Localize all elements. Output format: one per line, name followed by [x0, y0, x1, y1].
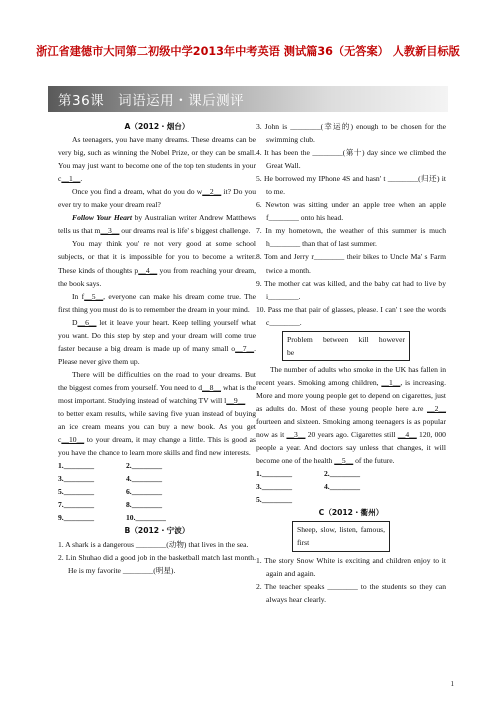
answer-blank[interactable]: 2.________ [324, 469, 361, 479]
paragraph: Follow Your Heart by Australian writer Andrew Matthews tells us that m__3__ our dreams real is life' s biggest challenge. [58, 213, 257, 236]
answer-blank[interactable]: 1.________ [256, 469, 293, 479]
paragraph: The number of adults who smoke in the UK has fallen in recent years. Smoking among children, __1__, is increasing. More and more young people get to depend on cigarettes, just as adults do. Most of these young people here a.re __2__ fourteen and sixteen. Smoking among teenagers is as popular now as it __3__ 20 years ago. Cigarettes still __4__ 120, 000 people a year. And doctors say unless that changes, it will become one of the health __5__ of the future. [256, 364, 446, 466]
paragraph: As teenagers, you have many dreams. These dreams can be very big, such as winning the Nobel Prize, or they can be small. You may just want to become one of the top ten students in your c__1__. [58, 135, 256, 184]
question: 6. Newton was sitting under an apple tree when an apple f________ onto his head. [256, 200, 446, 223]
question: 2. Lin Shuhao did a good job in the basketball match last month. He is my favorite ________(明星). [58, 552, 256, 575]
question: 3. John is ________(幸运的) enough to be chosen for the swimming club. [256, 122, 446, 145]
question: 2. The teacher speaks ________ to the students so they can always hear clearly. [256, 581, 446, 604]
answer-blank[interactable]: 8.________ [126, 500, 163, 510]
document-title: 浙江省建德市大同第二初级中学2013年中考英语 测试篇36（无答案） 人教新目标版 [36, 45, 460, 58]
answer-blanks-b [256, 467, 446, 506]
right-column [256, 120, 446, 606]
answer-blank[interactable]: 1.________ [58, 461, 95, 471]
word-box: Problem between kill however be [282, 331, 410, 361]
answer-blank[interactable]: 9.________ [58, 513, 95, 523]
answer-blank[interactable]: 5.________ [256, 495, 293, 505]
answer-blank[interactable]: 3.________ [256, 482, 293, 492]
answer-blank[interactable]: 4.________ [126, 474, 163, 484]
question: 4. It has been the ________(第十) day since we climbed the Great Wall. [256, 148, 446, 171]
answer-blank[interactable]: 3.________ [58, 474, 95, 484]
paragraph: You may think you' re not very good at some school subjects, or that it is impossible for you to become a writer. These kinds of thoughts p__4__ you from reaching your dream, the book says. [58, 239, 256, 288]
section-a-label: A（2012・烟台） [124, 122, 190, 131]
question: 1. A shark is a dangerous ________(动物) that lives in the sea. [58, 539, 249, 549]
paragraph: In f__5__, everyone can make his dream come true. The first thing you must do is to remember the dream in your mind. [58, 291, 256, 314]
paragraph: There will be difficulties on the road to your dreams. But the biggest comes from yourself. You need to d__8__ what is the most important. Studying instead of watching TV will l__9__ [58, 369, 256, 405]
answer-blank[interactable]: 2.________ [126, 461, 163, 471]
answer-blank[interactable]: 7.________ [58, 500, 95, 510]
word-box: Sheep, slow, listen, famous, first [292, 521, 390, 551]
lesson-title: 第36课 词语运用・课后测评 [58, 93, 245, 109]
question: 10. Pass me that pair of glasses, please. I can' t see the words c________. [256, 304, 446, 327]
question: 8. Tom and Jerry r________ their bikes to Uncle Ma' s Farm twice a month. [256, 252, 446, 275]
answer-blank[interactable]: 5.________ [58, 487, 95, 497]
answer-blank[interactable]: 4.________ [324, 482, 361, 492]
answer-blanks-a [58, 459, 256, 524]
paragraph: D__6__ let it leave your heart. Keep telling yourself what you want. Do this step by step and your dream will come true faster because a big dream is made up of many small o__7__. Please never give them up. [58, 317, 256, 366]
book-title: Follow Your Heart [72, 213, 132, 223]
question: 5. He borrowed my IPhone 4S and hasn' t ________(归还) it to me. [256, 174, 446, 197]
question: 1. The story Snow White is exciting and children enjoy to it again and again. [256, 555, 446, 578]
page-number: 1 [450, 680, 454, 688]
section-c-label: C（2012・衢州） [318, 508, 384, 518]
paragraph: to better exam results, while saving five yuan instead of buying an ice cream means you can buy a new book. As you get c__10__ to your dream, it may change a little. This is good as you have the chance to learn more skills and find new interests. [58, 409, 256, 458]
paragraph: Once you find a dream, what do you do w__2__ it? Do you ever try to make your dream real? [58, 187, 256, 210]
answer-blank[interactable]: 6.________ [126, 487, 163, 497]
question: 9. The mother cat was killed, and the baby cat had to live by i________. [256, 278, 446, 301]
section-b-label: B（2012・宁波） [124, 526, 190, 536]
left-column [58, 120, 256, 577]
question: 7. In my hometown, the weather of this summer is much h________ than that of last summer. [256, 226, 446, 249]
lesson-banner [48, 86, 448, 112]
answer-blank[interactable]: 10.________ [126, 513, 166, 523]
